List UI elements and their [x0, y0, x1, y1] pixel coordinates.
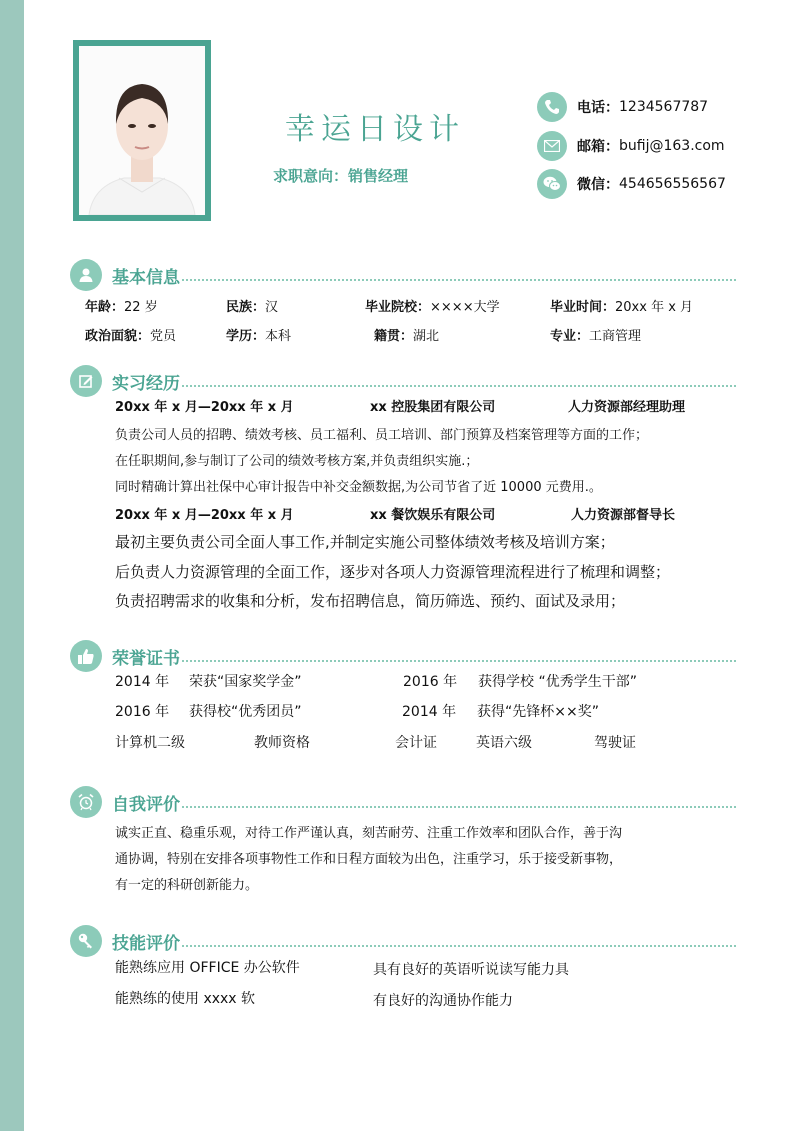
contact-email: [537, 131, 725, 161]
job-1-line: 同时精确计算出社保中心审计报告中补交金额数据,为公司节省了近 10000 元费用.。: [115, 480, 602, 495]
award-4-text: 获得“先锋杯××奖”: [477, 704, 599, 720]
info-education: 学历：本科: [226, 329, 292, 344]
job-intent-label: 求职意向：: [273, 167, 349, 185]
self-eval-line: 诚实正直、稳重乐观，对待工作严谨认真，刻苦耐劳、注重工作效率和团队合作，善于沟: [115, 826, 623, 841]
phone-icon: [537, 92, 567, 122]
job-1-position: 人力资源部经理助理: [568, 400, 686, 415]
dotted-divider: [182, 660, 736, 662]
wechat-icon: [537, 169, 567, 199]
info-grad-time: 毕业时间：20xx 年 x 月: [550, 300, 694, 315]
job-2-line: 最初主要负责公司全面人事工作,并制定实施公司整体绩效考核及培训方案；: [115, 533, 615, 551]
profile-photo: [79, 46, 205, 215]
job-2-period: 20xx 年 x 月—20xx 年 x 月: [115, 508, 294, 523]
award-1-year: 2014 年: [115, 674, 170, 690]
section-skills: [70, 925, 736, 957]
job-intent-value: 销售经理: [348, 167, 409, 185]
award-4-year: 2014 年: [402, 704, 457, 720]
user-icon: [70, 259, 102, 291]
dotted-divider: [182, 806, 736, 808]
info-hometown: 籍贯：湖北: [374, 329, 440, 344]
contact-phone: [537, 92, 708, 122]
email-value: bufij@163.com: [619, 138, 725, 154]
section-basic-info: [70, 259, 736, 291]
job-2-line: 后负责人力资源管理的全面工作，逐步对各项人力资源管理流程进行了梳理和调整；: [115, 563, 671, 581]
dotted-divider: [182, 945, 736, 947]
section-title: 技能评价: [112, 933, 180, 954]
job-1-company: xx 控股集团有限公司: [370, 400, 496, 415]
skill-item: 能熟练的使用 xxxx 软: [115, 991, 256, 1007]
edit-icon: [70, 365, 102, 397]
award-2-year: 2016 年: [403, 674, 458, 690]
info-age: 年龄：22 岁: [85, 300, 158, 315]
contact-wechat: [537, 169, 726, 199]
info-ethnicity: 民族：汉: [226, 300, 279, 315]
cert-item: 教师资格: [254, 735, 310, 751]
mail-icon: [537, 131, 567, 161]
section-title: 实习经历: [112, 373, 180, 394]
skill-item: 有良好的沟通协作能力: [373, 993, 513, 1009]
info-major: 专业：工商管理: [550, 329, 642, 344]
self-eval-line: 通协调，特别在安排各项事物性工作和日程方面较为出色，注重学习，乐于接受新事物，: [115, 852, 623, 867]
dotted-divider: [182, 385, 736, 387]
job-1-period: 20xx 年 x 月—20xx 年 x 月: [115, 400, 294, 415]
candidate-name: 幸运日设计: [285, 112, 465, 147]
phone-value: 1234567787: [619, 99, 709, 115]
cert-item: 驾驶证: [594, 735, 636, 751]
wechat-value: 454656556567: [619, 176, 726, 192]
cert-item: 英语六级: [476, 735, 532, 751]
section-title: 自我评价: [112, 794, 180, 815]
section-honors: [70, 640, 736, 672]
job-2-position: 人力资源部督导长: [571, 508, 676, 523]
skill-item: 具有良好的英语听说读写能力具: [373, 962, 569, 978]
section-experience: [70, 365, 736, 397]
job-2-line: 负责招聘需求的收集和分析，发布招聘信息，简历筛选、预约、面试及录用；: [115, 592, 626, 610]
photo-frame: [73, 40, 211, 221]
cert-item: 会计证: [395, 735, 437, 751]
phone-label: 电话：: [577, 100, 619, 116]
email-label: 邮箱：: [577, 139, 619, 155]
award-3-year: 2016 年: [115, 704, 170, 720]
skill-item: 能熟练应用 OFFICE 办公软件: [115, 960, 300, 976]
job-intent: [273, 165, 408, 186]
section-title: 基本信息: [112, 267, 180, 288]
job-1-line: 负责公司人员的招聘、绩效考核、员工福利、员工培训、部门预算及档案管理等方面的工作；: [115, 428, 649, 443]
dotted-divider: [182, 279, 736, 281]
job-2-company: xx 餐饮娱乐有限公司: [370, 508, 496, 523]
info-political: 政治面貌：党员: [85, 329, 177, 344]
section-self-eval: [70, 786, 736, 818]
alarm-clock-icon: [70, 786, 102, 818]
wechat-label: 微信：: [577, 177, 619, 193]
cert-item: 计算机二级: [115, 735, 185, 751]
self-eval-line: 有一定的科研创新能力。: [115, 878, 259, 893]
left-accent-bar: [0, 0, 24, 1131]
award-3-text: 获得校“优秀团员”: [189, 704, 302, 720]
job-1-line: 在任职期间,参与制订了公司的绩效考核方案,并负责组织实施.；: [115, 454, 479, 469]
info-school: 毕业院校：××××大学: [365, 300, 500, 315]
thumbs-up-icon: [70, 640, 102, 672]
key-icon: [70, 925, 102, 957]
section-title: 荣誉证书: [112, 648, 180, 669]
award-1-text: 荣获“国家奖学金”: [189, 674, 302, 690]
award-2-text: 获得学校 “优秀学生干部”: [478, 674, 637, 690]
